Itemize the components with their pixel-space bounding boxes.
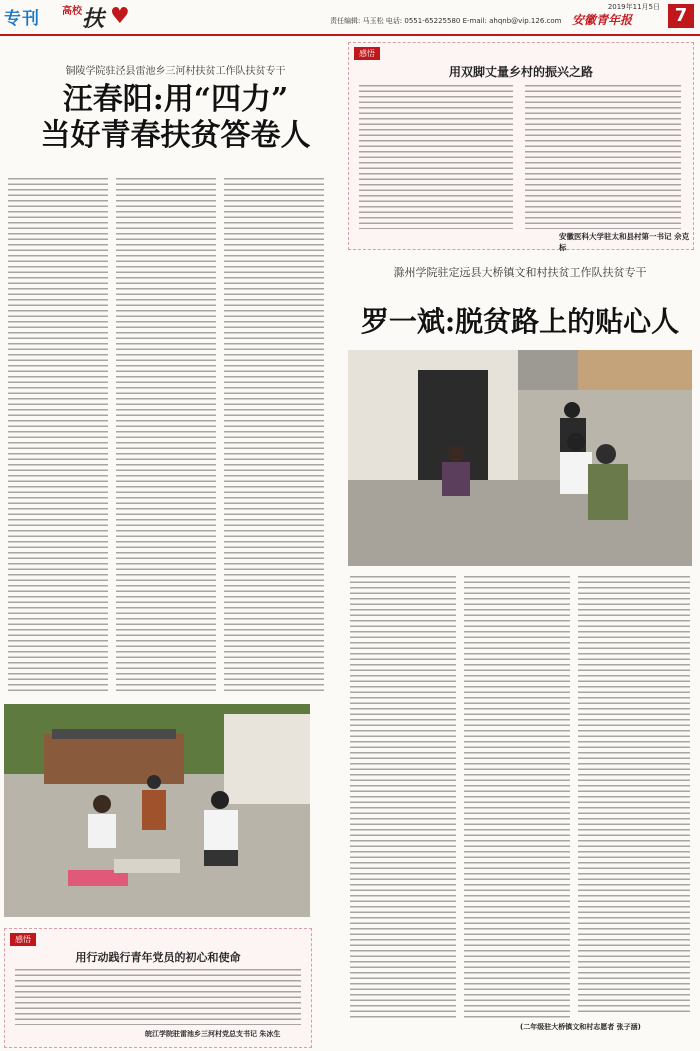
article2-photo-image	[348, 350, 692, 566]
essay1-signature: 安徽医科大学驻太和县村第一书记 佘克标	[559, 232, 690, 252]
article1-title-line2: 当好青春扶贫答卷人	[40, 118, 311, 153]
article1-title-line1: 汪春阳:用“四力”	[62, 82, 289, 117]
section-label: 专刊	[4, 9, 40, 29]
essay2-title: 用行动践行青年党员的初心和使命	[75, 951, 241, 964]
article2-body-col3	[578, 576, 690, 1016]
article2-subtitle: 滁州学院驻定远县大桥镇文和村扶贫工作队扶贫专干	[393, 266, 647, 279]
article2-title: 罗一斌:脱贫路上的贴心人	[360, 305, 680, 338]
column-logo-big: 扶	[82, 6, 105, 32]
article2-body-col1	[350, 576, 456, 1020]
essay2-signature: 皖江学院驻雷池乡三河村党总支书记 朱冰生	[145, 1030, 281, 1038]
essay1-body-col2	[525, 85, 681, 229]
article1-title	[8, 82, 343, 154]
article1-body-col3	[224, 178, 324, 694]
article2-body-col2	[464, 576, 570, 1020]
essay1-box	[348, 42, 694, 250]
essay2-box	[4, 928, 312, 1048]
page-header	[0, 0, 700, 36]
essay2-body	[15, 969, 301, 1025]
article1-subtitle: 铜陵学院驻泾县雷池乡三河村扶贫工作队扶贫专干	[65, 66, 286, 77]
newspaper-name: 安徽青年报	[572, 13, 633, 27]
article1-photo	[4, 704, 310, 917]
page-number: 7	[668, 4, 694, 28]
essay1-tag: 感悟	[354, 47, 380, 60]
article2-author-note: (二年级驻大桥镇文和村志愿者 张子涵)	[520, 1023, 641, 1031]
column-logo-small: 高校	[62, 6, 82, 17]
article1-body-col2	[116, 178, 216, 694]
article1-photo-image	[4, 704, 310, 917]
article1-body-col1	[8, 178, 108, 694]
essay1-title: 用双脚丈量乡村的振兴之路	[448, 65, 593, 79]
issue-date: 2019年11月5日	[607, 3, 660, 11]
essay2-tag: 感悟	[10, 933, 36, 946]
article2-photo	[348, 350, 692, 566]
editor-info: 责任编辑: 马玉松 电话: 0551-65225580 E-mail: ahqnb@vip.126.com	[330, 17, 562, 25]
heart-icon: ♥	[110, 4, 130, 29]
essay1-body-col1	[359, 85, 513, 229]
